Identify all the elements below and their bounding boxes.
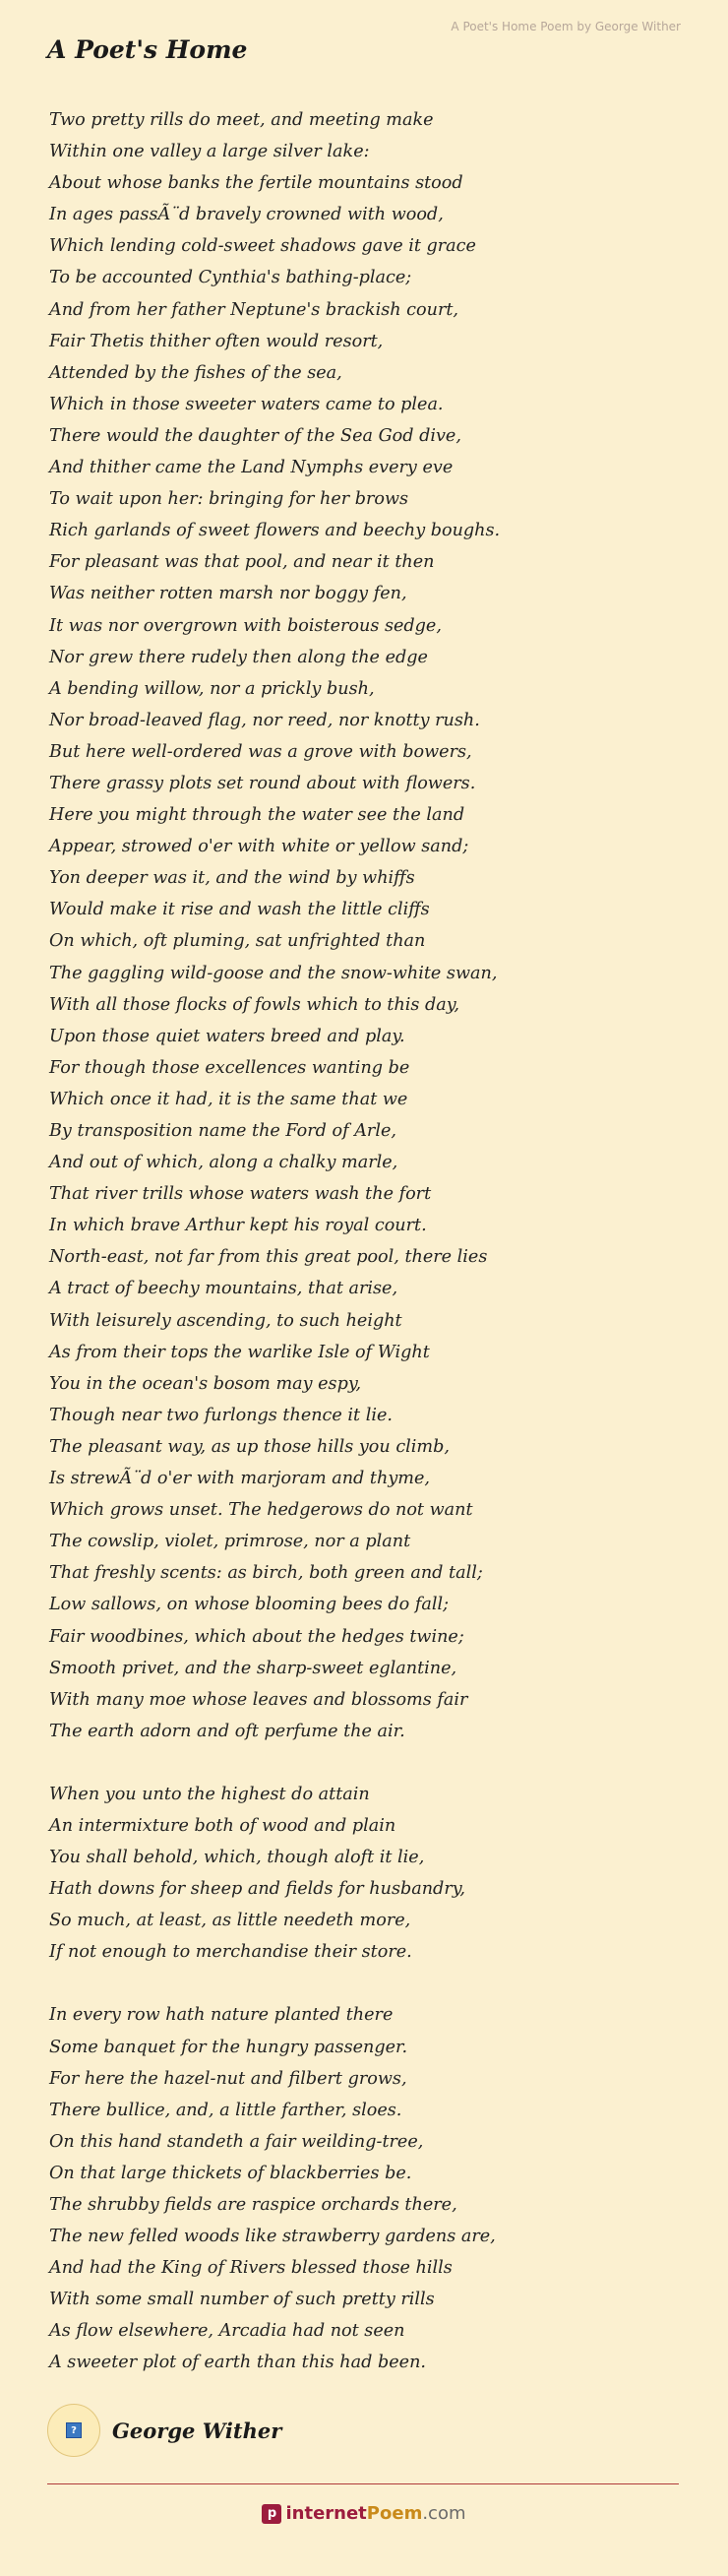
- poem-line: Nor broad-leaved flag, nor reed, nor knotty rush.: [49, 710, 480, 730]
- poem-line: With many moe whose leaves and blossoms fair: [49, 1689, 468, 1710]
- poem-line: In every row hath nature planted there: [49, 2005, 394, 2026]
- poem-line: When you unto the highest do attain: [49, 1784, 370, 1804]
- author-block[interactable]: [47, 2404, 281, 2457]
- poem-line: As from their tops the warlike Isle of Wight: [49, 1342, 430, 1362]
- poem-line: By transposition name the Ford of Arle,: [49, 1121, 396, 1141]
- poem-line: For pleasant was that pool, and near it then: [49, 552, 435, 573]
- poem-line: About whose banks the fertile mountains stood: [49, 173, 463, 194]
- page-credit: A Poet's Home Poem by George Wither: [451, 20, 681, 33]
- poem-line: Yon deeper was it, and the wind by whiffs: [49, 868, 415, 889]
- poem-line: With leisurely ascending, to such height: [49, 1310, 402, 1331]
- poem-line: To be accounted Cynthia's bathing-place;: [49, 268, 412, 288]
- poem-line: Fair woodbines, which about the hedges twine;: [49, 1626, 464, 1647]
- poem-line: Which in those sweeter waters came to plea.: [49, 394, 444, 414]
- poem-line: Within one valley a large silver lake:: [49, 142, 370, 162]
- author-avatar[interactable]: [47, 2404, 100, 2457]
- poem-line: A sweeter plot of earth than this had been.: [49, 2353, 426, 2373]
- brand-part-com: .com: [422, 2503, 466, 2524]
- poem-line: Which lending cold-sweet shadows gave it grace: [49, 236, 476, 257]
- poem-line: Which grows unset. The hedgerows do not want: [49, 1500, 473, 1521]
- poem-line: Here you might through the water see the land: [49, 805, 465, 826]
- poem-body: [49, 104, 698, 2411]
- poem-line: On that large thickets of blackberries be.: [49, 2163, 412, 2183]
- poem-line: Was neither rotten marsh nor boggy fen,: [49, 584, 407, 604]
- poem-line: You in the ocean's bosom may espy,: [49, 1373, 362, 1394]
- poem-stanza: [49, 104, 698, 1747]
- poem-line: But here well-ordered was a grove with bowers,: [49, 741, 472, 762]
- poem-line: So much, at least, as little needeth more,: [49, 1911, 411, 1931]
- poem-line: An intermixture both of wood and plain: [49, 1815, 396, 1836]
- poem-line: And had the King of Rivers blessed those hills: [49, 2258, 453, 2279]
- poem-line: The new felled woods like strawberry gardens are,: [49, 2227, 496, 2247]
- poem-line: In ages passÃ¨d bravely crowned with wood,: [49, 205, 444, 225]
- poem-line: Hath downs for sheep and fields for husbandry,: [49, 1879, 465, 1900]
- poem-line: The gaggling wild-goose and the snow-white swan,: [49, 963, 498, 983]
- poem-line: With all those flocks of fowls which to this day,: [49, 994, 459, 1015]
- poem-line: If not enough to merchandise their store.: [49, 1942, 412, 1963]
- poem-line: As flow elsewhere, Arcadia had not seen: [49, 2321, 405, 2342]
- poem-line: Is strewÃ¨d o'er with marjoram and thyme,: [49, 1469, 430, 1489]
- poem-line: Which once it had, it is the same that we: [49, 1089, 408, 1109]
- poem-line: Upon those quiet waters breed and play.: [49, 1026, 405, 1046]
- brand-wordmark[interactable]: [285, 2503, 465, 2524]
- author-name[interactable]: George Wither: [112, 2418, 282, 2443]
- poem-line: You shall behold, which, though aloft it lie,: [49, 1848, 425, 1868]
- poem-line: With some small number of such pretty rills: [49, 2290, 435, 2310]
- poem-line: Nor grew there rudely then along the edge: [49, 647, 428, 667]
- poem-line: Rich garlands of sweet flowers and beechy boughs.: [49, 521, 501, 541]
- poem-line: Some banquet for the hungry passenger.: [49, 2037, 408, 2057]
- poem-line: The cowslip, violet, primrose, nor a plant: [49, 1532, 411, 1552]
- poem-line: Smooth privet, and the sharp-sweet eglantine,: [49, 1658, 457, 1678]
- poem-line: To wait upon her: bringing for her brows: [49, 489, 409, 510]
- poem-line: On which, oft pluming, sat unfrighted than: [49, 931, 426, 952]
- poem-line: Low sallows, on whose blooming bees do fall;: [49, 1595, 450, 1615]
- poem-title: A Poet's Home: [47, 35, 248, 64]
- poem-line: The pleasant way, as up those hills you climb,: [49, 1436, 450, 1457]
- poem-line: For here the hazel-nut and filbert grows,: [49, 2068, 407, 2089]
- poem-line: There bullice, and, a little farther, sloes.: [49, 2100, 402, 2120]
- poem-line: That freshly scents: as birch, both green and tall;: [49, 1563, 483, 1584]
- poem-line: The shrubby fields are raspice orchards there,: [49, 2195, 457, 2215]
- poem-line: That river trills whose waters wash the fort: [49, 1184, 432, 1205]
- poem-line: And from her father Neptune's brackish court,: [49, 299, 459, 320]
- poem-stanza: [49, 1779, 698, 1969]
- poem-line: Fair Thetis thither often would resort,: [49, 331, 384, 351]
- poem-line: And out of which, along a chalky marle,: [49, 1153, 398, 1173]
- poem-line: Two pretty rills do meet, and meeting make: [49, 110, 434, 130]
- brand-part-internet: internet: [285, 2503, 367, 2524]
- poem-line: For though those excellences wanting be: [49, 1057, 410, 1078]
- footer-divider: [47, 2483, 679, 2484]
- broken-image-icon: ?: [66, 2422, 82, 2438]
- site-brand[interactable]: [0, 2503, 728, 2524]
- poem-line: And thither came the Land Nymphs every eve: [49, 458, 454, 478]
- poem-line: Appear, strowed o'er with white or yellow sand;: [49, 837, 469, 857]
- poem-line: A tract of beechy mountains, that arise,: [49, 1279, 398, 1299]
- poem-line: Though near two furlongs thence it lie.: [49, 1405, 393, 1425]
- poem-line: In which brave Arthur kept his royal court.: [49, 1216, 427, 1236]
- poem-line: A bending willow, nor a prickly bush,: [49, 678, 375, 699]
- internetpoem-logo-icon: [262, 2504, 281, 2524]
- logo-letter: p: [267, 2506, 277, 2521]
- poem-line: The earth adorn and oft perfume the air.: [49, 1721, 405, 1741]
- poem-stanza: [49, 1999, 698, 2378]
- brand-part-poem: Poem: [366, 2503, 423, 2524]
- poem-line: On this hand standeth a fair weilding-tree,: [49, 2131, 424, 2152]
- poem-line: North-east, not far from this great pool, there lies: [49, 1247, 488, 1268]
- poem-line: There grassy plots set round about with flowers.: [49, 773, 476, 793]
- poem-line: Would make it rise and wash the little cliffs: [49, 900, 430, 920]
- poem-line: Attended by the fishes of the sea,: [49, 362, 342, 383]
- poem-line: There would the daughter of the Sea God dive,: [49, 425, 461, 446]
- poem-line: It was nor overgrown with boisterous sedge,: [49, 615, 442, 636]
